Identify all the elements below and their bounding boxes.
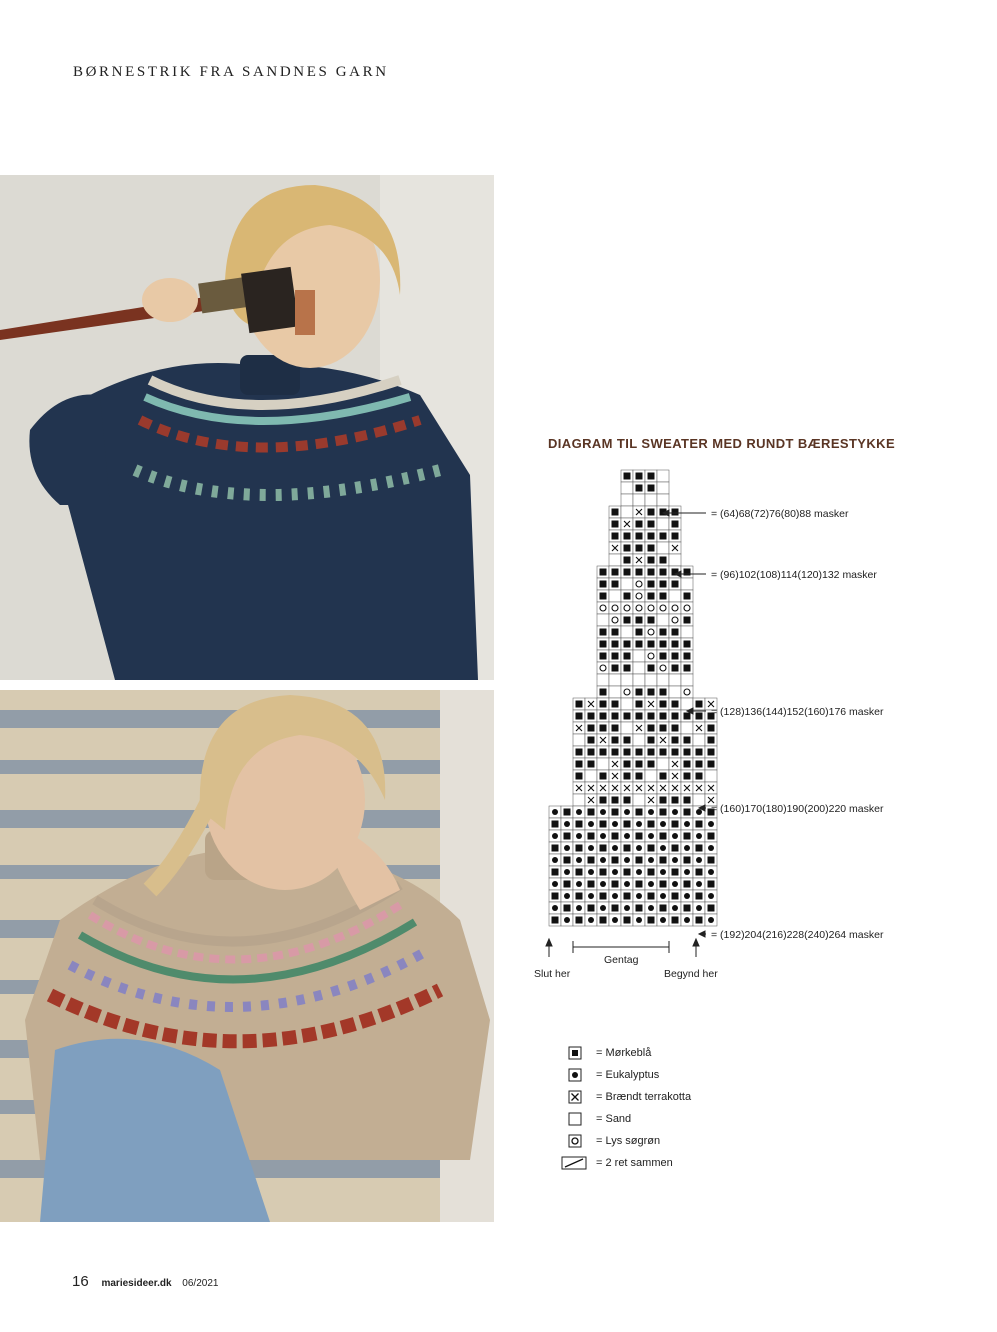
- page-header: BØRNESTRIK FRA SANDNES GARN: [73, 64, 389, 80]
- legend-item-morkebla: [560, 1042, 820, 1064]
- label-gentag: Gentag: [604, 954, 639, 966]
- ring-icon: [560, 1134, 590, 1148]
- empty-square-icon: [560, 1112, 590, 1126]
- diagram-title: DIAGRAM TIL SWEATER MED RUNDT BÆRESTYKKE: [548, 436, 896, 451]
- legend-label: = Eukalyptus: [596, 1069, 660, 1081]
- slash-icon: [560, 1156, 590, 1170]
- annotation-row-3: = (128)136(144)152(160)176 masker: [711, 706, 884, 718]
- legend-item-2-ret-sammen: [560, 1152, 820, 1174]
- photo-girl-sweater: [0, 690, 494, 1222]
- legend-label: = Brændt terrakotta: [596, 1091, 692, 1103]
- chart-legend: [560, 1042, 820, 1174]
- legend-label: = Lys søgrøn: [596, 1135, 661, 1147]
- footer-site: mariesideer.dk: [101, 1278, 172, 1289]
- page-number: 16: [72, 1273, 89, 1290]
- legend-label: = 2 ret sammen: [596, 1157, 673, 1169]
- page-footer: [72, 1273, 218, 1290]
- legend-item-sand: [560, 1108, 820, 1130]
- annotation-row-2: = (96)102(108)114(120)132 masker: [711, 569, 877, 581]
- legend-item-terrakotta: [560, 1086, 820, 1108]
- chart-grid: [549, 470, 717, 926]
- footer-issue: 06/2021: [182, 1278, 219, 1289]
- legend-item-lys-sogron: [560, 1130, 820, 1152]
- label-begynd-her: Begynd her: [664, 968, 718, 980]
- label-slut-her: Slut her: [534, 968, 571, 980]
- annotation-row-4: = (160)170(180)190(200)220 masker: [711, 803, 884, 815]
- legend-item-eukalyptus: [560, 1064, 820, 1086]
- annotation-row-5: = (192)204(216)228(240)264 masker: [711, 929, 884, 941]
- filled-square-icon: [560, 1046, 590, 1060]
- knitting-chart: [530, 460, 950, 1000]
- cross-icon: [560, 1090, 590, 1104]
- legend-label: = Mørkeblå: [596, 1047, 652, 1059]
- photo-boy-sweater: [0, 175, 494, 680]
- legend-label: = Sand: [596, 1113, 632, 1125]
- annotation-row-1: = (64)68(72)76(80)88 masker: [711, 508, 849, 520]
- filled-dot-icon: [560, 1068, 590, 1082]
